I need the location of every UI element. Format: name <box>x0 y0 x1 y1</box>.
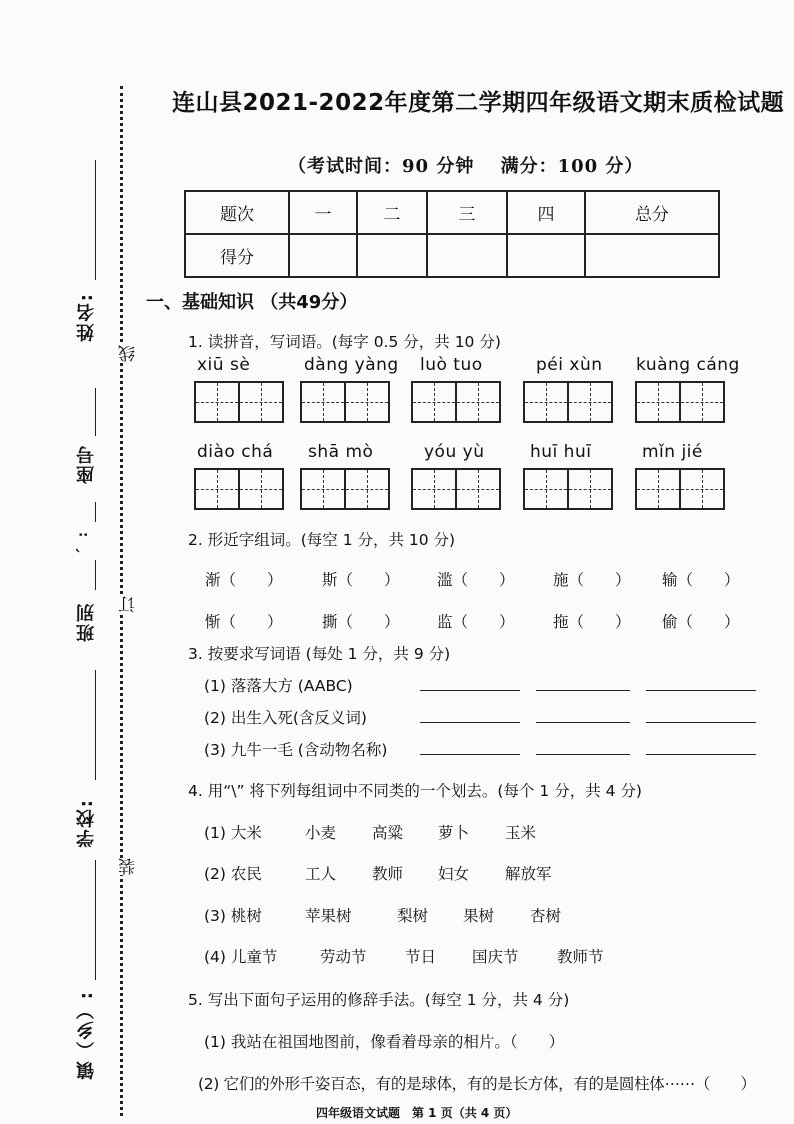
q4-word[interactable]: 妇女 <box>438 865 470 883</box>
score-cell: 三 <box>427 191 507 234</box>
pinyin-7: shā mò <box>308 442 374 462</box>
q4-word[interactable]: 高粱 <box>372 824 404 842</box>
answer-line[interactable] <box>536 690 630 691</box>
writing-grid[interactable] <box>523 468 615 510</box>
answer-line[interactable] <box>536 754 630 755</box>
q4-word[interactable]: 苹果树 <box>305 907 352 925</box>
town-label: 镇（乡）: <box>76 990 97 1080</box>
writing-grid[interactable] <box>635 381 727 423</box>
q4-word[interactable]: 小麦 <box>305 824 337 842</box>
answer-line[interactable] <box>646 754 756 755</box>
score-cell: 四 <box>507 191 585 234</box>
score-blank-cell[interactable] <box>585 234 719 277</box>
q2-item[interactable]: 滥（ ） <box>437 571 515 589</box>
school-underline <box>95 860 96 980</box>
exam-subtitle: （考试时间：90 分钟 满分：100 分） <box>288 156 644 177</box>
q4-word[interactable]: 梨树 <box>397 907 429 925</box>
pinyin-3: luò tuo <box>420 355 483 375</box>
q4-word[interactable]: 杏树 <box>530 907 562 925</box>
q3-item-3: (3) 九牛一毛 (含动物名称) <box>204 741 388 759</box>
pinyin-10: mǐn jié <box>642 442 703 462</box>
pinyin-8: yóu yù <box>424 442 485 462</box>
q4-word[interactable]: (3) 桃树 <box>204 907 262 925</box>
answer-line[interactable] <box>536 722 630 723</box>
q2-item[interactable]: 拖（ ） <box>553 613 631 631</box>
section-title: 一、基础知识 （共49分） <box>146 292 358 313</box>
writing-grid[interactable] <box>411 381 503 423</box>
q2-item[interactable]: 施（ ） <box>553 571 631 589</box>
q4-instruction: 4. 用“\” 将下列每组词中不同类的一个划去。(每个 1 分，共 4 分) <box>188 782 642 800</box>
pinyin-9: huī huī <box>530 442 592 462</box>
q4-word[interactable]: (2) 农民 <box>204 865 262 883</box>
score-table <box>184 190 720 278</box>
score-table-score-row <box>185 234 719 277</box>
exam-title: 连山县2021-2022年度第二学期四年级语文期末质检试题 <box>172 90 785 116</box>
q2-item[interactable]: 偷（ ） <box>662 613 740 631</box>
q4-word[interactable]: 节日 <box>405 948 437 966</box>
name-underline <box>95 160 96 280</box>
q2-item[interactable]: 输（ ） <box>662 571 740 589</box>
q4-word[interactable]: (4) 儿童节 <box>204 948 278 966</box>
answer-line[interactable] <box>420 690 520 691</box>
score-blank-cell[interactable] <box>289 234 357 277</box>
writing-grid[interactable] <box>300 381 392 423</box>
score-cell: 总分 <box>585 191 719 234</box>
pinyin-2: dàng yàng <box>304 355 399 375</box>
seat-underline <box>95 388 96 436</box>
writing-grid[interactable] <box>523 381 615 423</box>
score-row-label: 得分 <box>185 234 289 277</box>
pinyin-6: diào chá <box>197 442 274 462</box>
class-underline <box>95 560 96 590</box>
q4-word[interactable]: 解放军 <box>505 865 552 883</box>
q4-word[interactable]: 萝卜 <box>438 824 470 842</box>
score-blank-cell[interactable] <box>427 234 507 277</box>
q5-sentence-2[interactable]: (2) 它们的外形千姿百态，有的是球体，有的是长方体，有的是圆柱体⋯⋯（ ） <box>198 1075 756 1093</box>
answer-line[interactable] <box>646 722 756 723</box>
q3-instruction: 3. 按要求写词语 (每处 1 分，共 9 分) <box>188 645 451 663</box>
q4-word[interactable]: 劳动节 <box>320 948 367 966</box>
binding-char-xian: 线 <box>116 345 141 362</box>
q2-item[interactable]: 渐（ ） <box>205 571 283 589</box>
q2-item[interactable]: 监（ ） <box>437 613 515 631</box>
q4-word[interactable]: 国庆节 <box>472 948 519 966</box>
score-blank-cell[interactable] <box>357 234 427 277</box>
pinyin-4: péi xùn <box>536 355 603 375</box>
answer-line[interactable] <box>646 690 756 691</box>
score-table-header-row <box>185 191 719 234</box>
q3-item-2: (2) 出生入死(含反义词) <box>204 709 367 727</box>
name-label: 姓名: <box>76 292 97 342</box>
writing-grid[interactable] <box>194 381 286 423</box>
seat-label: 座号 <box>76 444 97 484</box>
q4-word[interactable]: 玉米 <box>505 824 537 842</box>
score-blank-cell[interactable] <box>507 234 585 277</box>
class-label: 班别 <box>76 602 97 642</box>
writing-grid[interactable] <box>194 468 286 510</box>
school-underline-top <box>95 670 96 780</box>
q2-instruction: 2. 形近字组词。(每空 1 分，共 10 分) <box>188 531 456 549</box>
mark-underline <box>95 502 96 522</box>
writing-grid[interactable] <box>300 468 392 510</box>
pinyin-5: kuàng cáng <box>636 355 740 375</box>
binding-char-ding: 订 <box>116 596 141 613</box>
q4-word[interactable]: 工人 <box>305 865 337 883</box>
q1-instruction: 1. 读拼音，写词语。(每字 0.5 分，共 10 分) <box>188 333 501 351</box>
q5-instruction: 5. 写出下面句子运用的修辞手法。(每空 1 分，共 4 分) <box>188 991 570 1009</box>
mark-colon: 、: <box>76 530 91 553</box>
score-cell: 题次 <box>185 191 289 234</box>
q2-item[interactable]: 惭（ ） <box>205 613 283 631</box>
answer-line[interactable] <box>420 754 520 755</box>
page-footer: 四年级语文试题 第 1 页（共 4 页） <box>316 1106 518 1120</box>
writing-grid[interactable] <box>635 468 727 510</box>
q4-word[interactable]: 果树 <box>463 907 495 925</box>
answer-line[interactable] <box>420 722 520 723</box>
q5-sentence-1[interactable]: (1) 我站在祖国地图前，像看着母亲的相片。（ ） <box>204 1033 565 1051</box>
pinyin-1: xiū sè <box>197 355 251 375</box>
school-label: 学校: <box>76 798 97 848</box>
binding-char-zhuang: 装 <box>116 858 141 875</box>
q2-item[interactable]: 撕（ ） <box>322 613 400 631</box>
q4-word[interactable]: 教师节 <box>557 948 604 966</box>
q2-item[interactable]: 斯（ ） <box>322 571 400 589</box>
q3-item-1: (1) 落落大方 (AABC) <box>204 677 353 695</box>
q4-word[interactable]: (1) 大米 <box>204 824 262 842</box>
score-cell: 一 <box>289 191 357 234</box>
q4-word[interactable]: 教师 <box>372 865 404 883</box>
score-cell: 二 <box>357 191 427 234</box>
writing-grid[interactable] <box>411 468 503 510</box>
